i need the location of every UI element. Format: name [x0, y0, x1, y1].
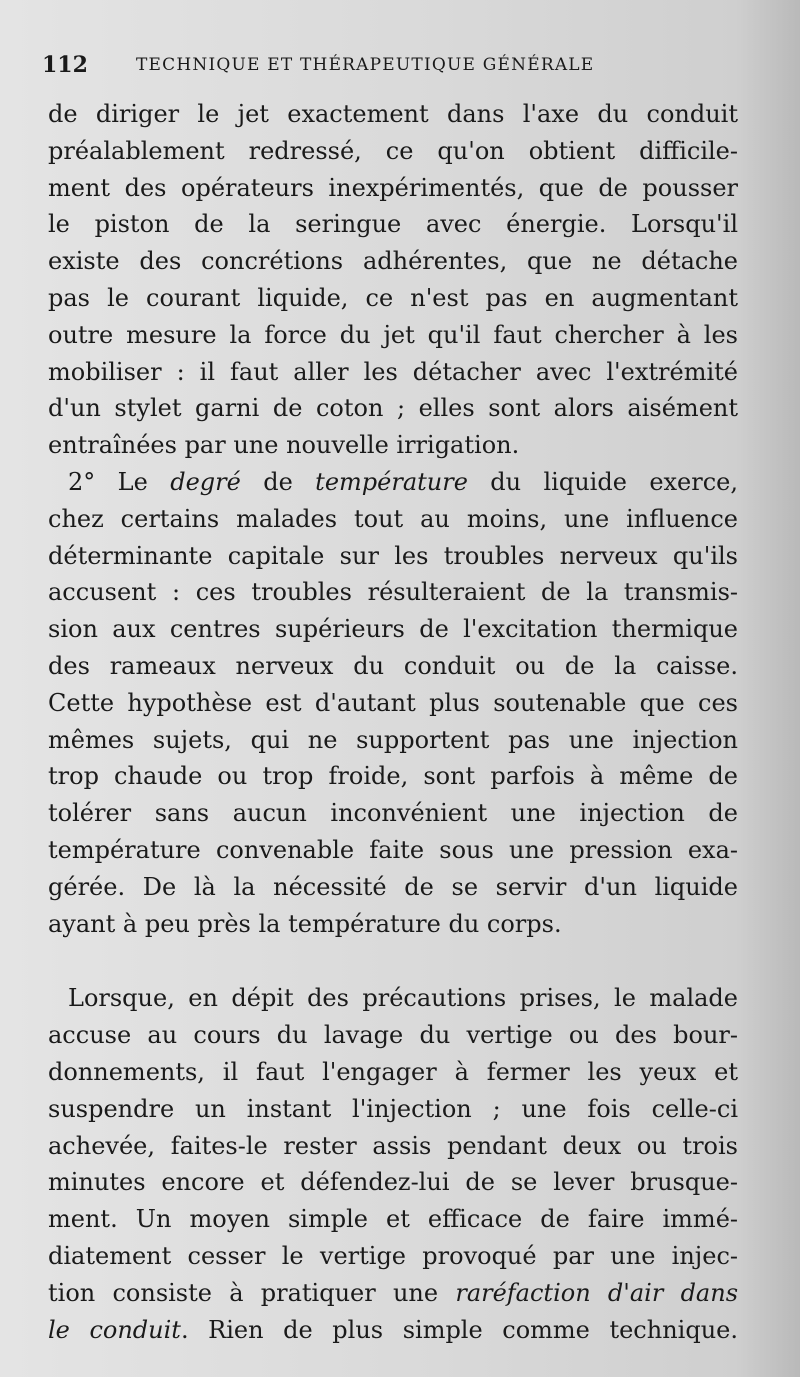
- text-line: ment des opérateurs inexpérimentés, que de pousser: [48, 173, 738, 202]
- text-line: d'un stylet garni de coton ; elles sont alors aisément: [48, 394, 738, 423]
- text-line: accuse au cours du lavage du vertige ou des bour-: [48, 1021, 738, 1050]
- text-run: de: [240, 467, 316, 496]
- text-line: température convenable faite sous une pression exa-: [48, 835, 738, 864]
- text-line: tolérer sans aucun inconvénient une injection de: [48, 799, 738, 828]
- italic-term: degré: [170, 467, 241, 496]
- text-line: donnements, il faut l'engager à fermer les yeux et: [48, 1057, 738, 1086]
- text-line: chez certains malades tout au moins, une influence: [48, 504, 738, 533]
- text-line: [48, 464, 738, 501]
- text-line: ayant à peu près la température du corps.: [48, 909, 562, 938]
- text-line: gérée. De là la nécessité de se servir d'un liquide: [48, 872, 738, 901]
- text-line: de diriger le jet exactement dans l'axe du conduit: [48, 100, 738, 128]
- italic-term: température: [315, 467, 468, 496]
- paragraph-gap: [48, 942, 738, 980]
- running-title: TECHNIQUE ET THÉRAPEUTIQUE GÉNÉRALE: [136, 55, 595, 75]
- text-line: préalablement redressé, ce qu'on obtient difficile-: [48, 136, 738, 165]
- text-line: le piston de la seringue avec énergie. Lorsqu'il: [48, 210, 738, 239]
- text-run: tion consiste à pratiquer une: [48, 1278, 456, 1307]
- text-line: mobiliser : il faut aller les détacher avec l'extrémité: [48, 357, 738, 386]
- text-line: entraînées par une nouvelle irrigation.: [48, 431, 520, 460]
- text-line: [48, 1275, 738, 1312]
- text-line: suspendre un instant l'injection ; une fois celle-ci: [48, 1094, 738, 1123]
- text-line: des rameaux nerveux du conduit ou de la caisse.: [48, 651, 738, 680]
- text-line: ment. Un moyen simple et efficace de faire immé-: [48, 1205, 738, 1234]
- text-run: 2° Le: [68, 467, 171, 496]
- italic-term: raréfaction d'air dans: [455, 1278, 738, 1307]
- text-line: outre mesure la force du jet qu'il faut chercher à les: [48, 320, 738, 349]
- text-line: [48, 1312, 738, 1349]
- text-line: minutes encore et défendez-lui de se lever brusque-: [48, 1168, 738, 1197]
- text-line: Cette hypothèse est d'autant plus soutenable que ces: [48, 688, 738, 717]
- text-run: du liquide exerce,: [467, 467, 738, 496]
- text-line: existe des concrétions adhérentes, que ne détache: [48, 247, 738, 276]
- running-header: [42, 48, 722, 84]
- body-text: [48, 96, 738, 1348]
- text-line: diatement cesser le vertige provoqué par une injec-: [48, 1241, 738, 1270]
- italic-term: le conduit: [48, 1315, 181, 1344]
- text-line: sion aux centres supérieurs de l'excitation thermique: [48, 615, 738, 644]
- text-line: accusent : ces troubles résulteraient de la transmis-: [48, 578, 738, 607]
- text-line: trop chaude ou trop froide, sont parfois à même de: [48, 762, 738, 791]
- text-line: déterminante capitale sur les troubles nerveux qu'ils: [48, 541, 738, 570]
- text-line: mêmes sujets, qui ne supportent pas une injection: [48, 725, 738, 754]
- text-run: . Rien de plus simple comme technique.: [180, 1315, 738, 1344]
- text-line: Lorsque, en dépit des précautions prises, le malade: [68, 984, 738, 1013]
- text-line: achevée, faites-le rester assis pendant deux ou trois: [48, 1131, 738, 1160]
- text-line: pas le courant liquide, ce n'est pas en augmentant: [48, 283, 738, 312]
- page-number: 112: [42, 52, 88, 78]
